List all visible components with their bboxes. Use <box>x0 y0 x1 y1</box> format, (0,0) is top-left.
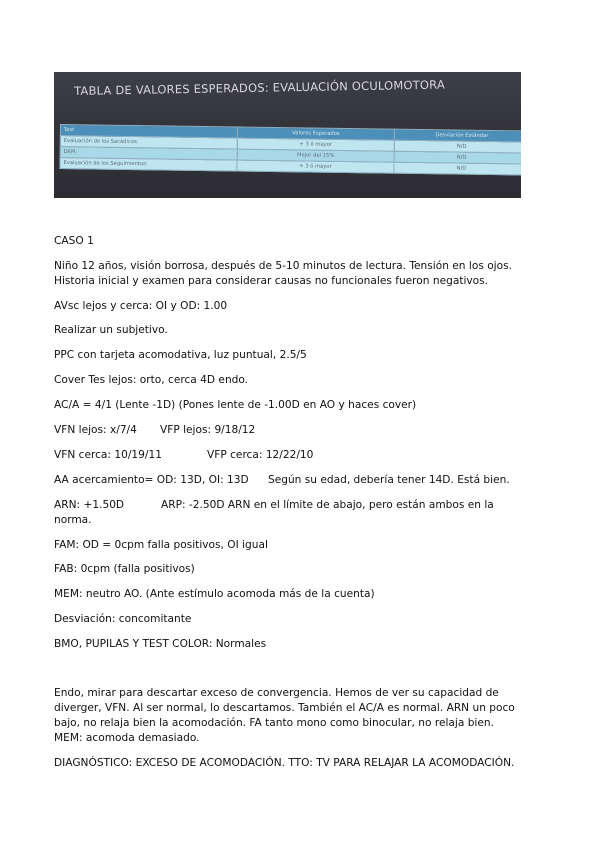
slide-photo <box>54 72 521 198</box>
slide-title: TABLA DE VALORES ESPERADOS: EVALUACIÓN OCULOMOTORA <box>74 77 446 98</box>
table-header: Desviación Estándar <box>394 129 521 142</box>
table-cell: N/D <box>394 151 521 164</box>
discussion-line-4: MEM: acomoda demasiado. <box>54 732 200 744</box>
arn-line: ARN: +1.50D <box>54 499 125 511</box>
table-cell: Evaluación de los Seguimientos: <box>60 158 237 171</box>
table-header: Test <box>60 125 237 138</box>
avsc-line: AVsc lejos y cerca: OI y OD: 1.00 <box>54 300 228 312</box>
intro-line-1: Niño 12 años, visión borrosa, después de 5-10 minutos de lectura. Tensión en los ojos. <box>54 260 512 272</box>
table-cell: N/D <box>394 162 521 175</box>
vfp-lejos: VFP lejos: 9/18/12 <box>160 424 256 436</box>
table-cell: Evaluación de los Sacádicos: <box>60 136 237 149</box>
table-cell: + 3 ó mayor <box>237 138 394 151</box>
slide-table <box>59 124 521 176</box>
table-cell: Mejor del 15% <box>237 149 394 162</box>
aca-line: AC/A = 4/1 (Lente -1D) (Pones lente de -1.00D en AO y haces cover) <box>54 399 417 411</box>
case-heading: CASO 1 <box>54 235 94 247</box>
diagnostico-line: DIAGNÓSTICO: EXCESO DE ACOMODACIÓN. TTO: TV PARA RELAJAR LA ACOMODACIÓN. <box>54 757 515 769</box>
vfn-lejos: VFN lejos: x/7/4 <box>54 424 137 436</box>
table-header: Valores Esperados <box>237 127 394 140</box>
discussion-line-2: diverger, VFN. Al ser normal, lo descartamos. También el AC/A es normal. ARN un poco <box>54 702 515 714</box>
discussion-line-1: Endo, mirar para descartar exceso de convergencia. Hemos de ver su capacidad de <box>54 687 499 699</box>
ppc-line: PPC con tarjeta acomodativa, luz puntual, 2.5/5 <box>54 349 307 361</box>
table-cell: N/D <box>394 140 521 153</box>
arp-line-2: norma. <box>54 514 92 526</box>
discussion-line-3: bajo, no relaja bien la acomodación. FA tanto mono como binocular, no relaja bien. <box>54 717 494 729</box>
vfp-cerca: VFP cerca: 12/22/10 <box>207 449 314 461</box>
aa-line: AA acercamiento= OD: 13D, OI: 13D <box>54 474 249 486</box>
table-cell: DEM: <box>60 147 237 160</box>
bmo-line: BMO, PUPILAS Y TEST COLOR: Normales <box>54 638 267 650</box>
intro-line-2: Historia inicial y examen para considerar causas no funcionales fueron negativos. <box>54 275 489 287</box>
fam-line: FAM: OD = 0cpm falla positivos, OI igual <box>54 539 268 551</box>
aa-note: Según su edad, debería tener 14D. Está bien. <box>268 474 510 486</box>
subjetivo-line: Realizar un subjetivo. <box>54 324 168 336</box>
vfn-cerca: VFN cerca: 10/19/11 <box>54 449 162 461</box>
mem-line: MEM: neutro AO. (Ante estímulo acomoda más de la cuenta) <box>54 588 375 600</box>
arp-line-1: ARP: -2.50D ARN en el límite de abajo, pero están ambos en la <box>161 499 494 511</box>
cover-line: Cover Tes lejos: orto, cerca 4D endo. <box>54 374 249 386</box>
desviacion-line: Desviación: concomitante <box>54 613 192 625</box>
fab-line: FAB: 0cpm (falla positivos) <box>54 563 195 575</box>
table-cell: + 3 ó mayor <box>237 160 394 173</box>
